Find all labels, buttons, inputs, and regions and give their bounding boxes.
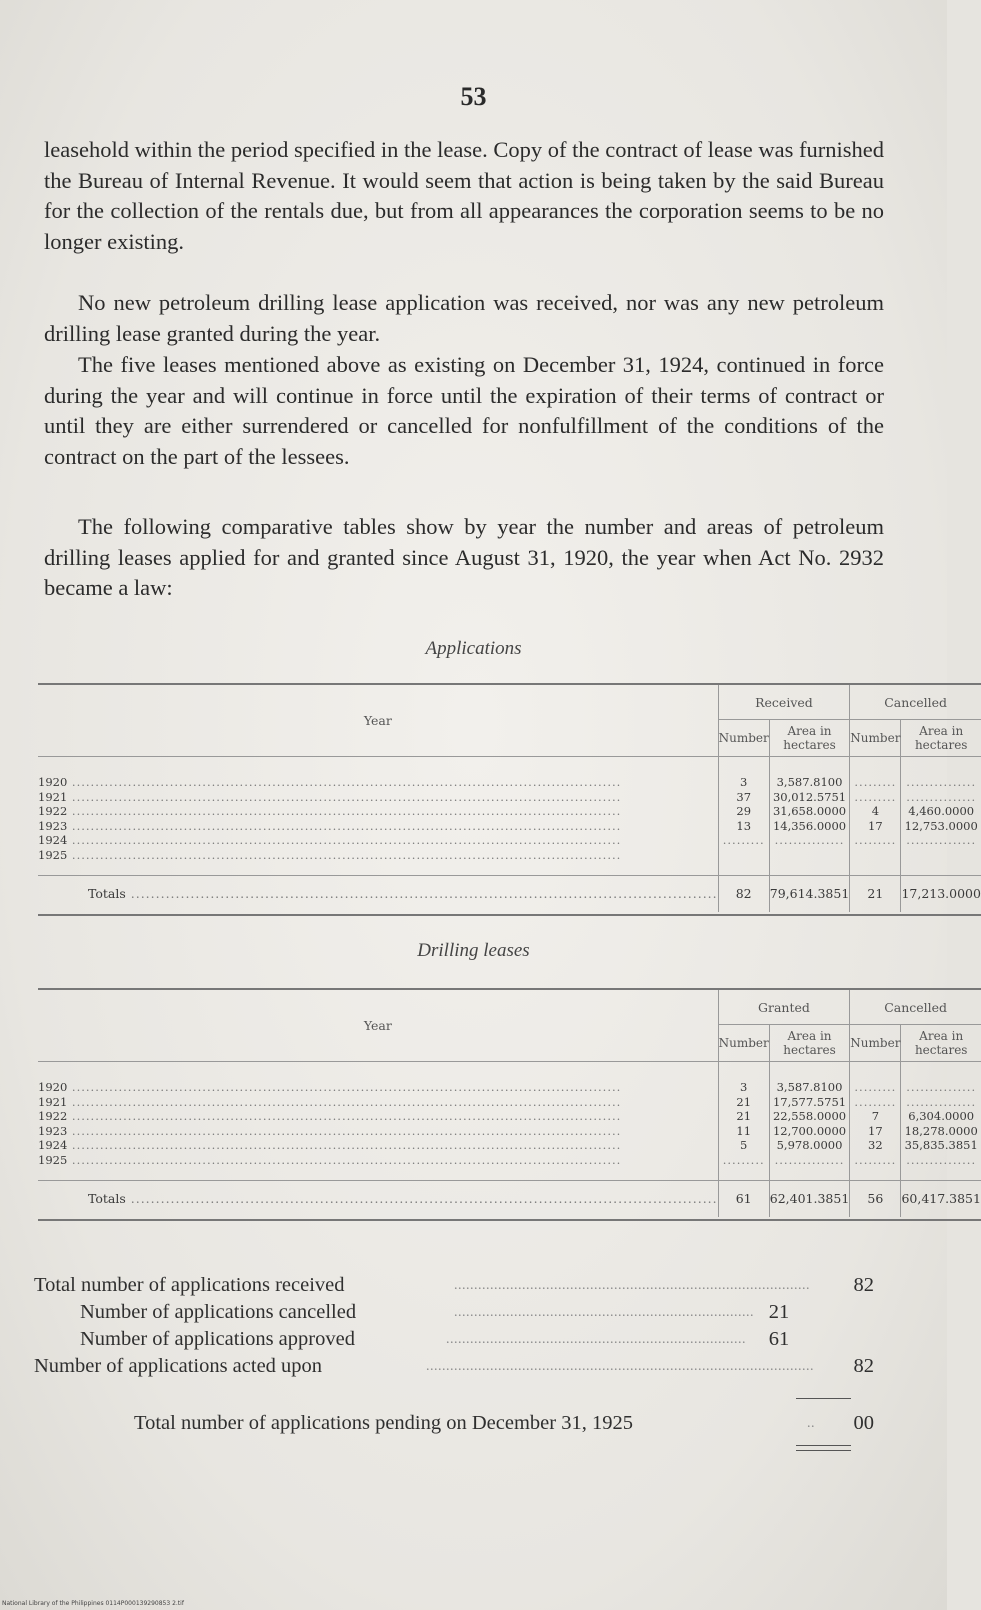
table-row: 1924 ..... — [38, 833, 718, 848]
table-row: 1920 ..... — [38, 1062, 718, 1095]
summary-block — [34, 1272, 874, 1380]
drilling-leases-caption: Drilling leases — [417, 940, 530, 961]
double-rule-bottom — [796, 1450, 851, 1451]
table-row: 1921 ..... — [38, 1095, 718, 1110]
table-row: 1922 ..... — [38, 804, 718, 819]
sum-rule — [796, 1398, 851, 1399]
paragraph-1: leasehold within the period specified in the lease. Copy of the contract of lease was furnished the Bureau of Internal Revenue. It would seem that action is being taken by the said Bureau for the collection of the rentals due, but from all appearances the corporation seems to be no longer existing. — [44, 137, 884, 254]
pending-block — [34, 1410, 874, 1437]
applications-caption: Applications — [425, 638, 522, 659]
summary-row-cancelled: Number of applications cancelled ........................................................................... 21 — [80, 1301, 790, 1323]
number-header: Number — [718, 1025, 769, 1062]
totals-row: Totals ..... — [38, 1180, 718, 1217]
granted-header: Granted — [718, 989, 850, 1025]
paragraph-4: The following comparative tables show by year the number and areas of petroleum drilling leases applied for and granted since August 31, 1920, the year when Act No. 2932 became a law: — [44, 514, 884, 600]
scan-footer: National Library of the Philippines 0114P000139290853 2.tif — [2, 1600, 184, 1607]
area-header: Area in hectares — [914, 724, 968, 752]
table-row: 1922 ..... — [38, 1109, 718, 1124]
cancelled-header: Cancelled — [850, 989, 981, 1025]
area-header: Area in hectares — [769, 1025, 850, 1062]
area-header: Area in hectares — [769, 720, 850, 757]
year-header: Year — [38, 684, 718, 757]
table-row: 1920 ..... — [38, 757, 718, 790]
cancelled-header: Cancelled — [850, 684, 981, 720]
paragraph-2: No new petroleum drilling lease application was received, nor was any new petroleum drilling lease granted during the year. — [44, 290, 884, 346]
table-row: 1925 ..... — [38, 1153, 718, 1180]
year-header: Year — [38, 989, 718, 1062]
received-header: Received — [718, 684, 850, 720]
drilling-leases-table: Year Granted Cancelled Number Area in hectares Number Area in hectares 1920 ..... 3 3,587.8100 ......... ............... 1921 ..... 21 17,577.5751 ......... ............... 1922 ..... 21 22,558.0000 7 6,304.0000 1923 ..... 11 12,700.0000 17 18,278.0000 1924 ..... 5 5,978.0000 32 35,835.3851 1925 ..... ......... ............... ......... ............... Totals ..... 61 62,401.3851 56 60,417.3851 — [38, 988, 886, 1221]
totals-row: Totals ..... — [38, 875, 718, 912]
table-row: 1923 ..... — [38, 819, 718, 834]
number-header: Number — [850, 1025, 901, 1062]
number-header: Number — [850, 720, 901, 757]
table-row: 1921 ..... — [38, 790, 718, 805]
number-header: Number — [718, 720, 769, 757]
table-row: 1923 ..... — [38, 1124, 718, 1139]
double-rule-top — [796, 1445, 851, 1446]
summary-row-acted-upon: Number of applications acted upon ................................................................................................. 82 — [34, 1355, 874, 1377]
summary-row-pending: Total number of applications pending on December 31, 1925 .. 00 — [134, 1412, 874, 1434]
table-row: 1925 ..... — [38, 848, 718, 875]
table-row: 1924 ..... — [38, 1138, 718, 1153]
applications-table: Year Received Cancelled Number Area in hectares Number Area in hectares 1920 ..... 3 3,587.8100 ......... ............... 1921 ..... 37 30,012.5751 ......... ............... 1922 ..... 29 31,658.0000 4 4,460.0000 1923 ..... 13 14,356.0000 17 12,753.0000 1924 ..... ......... ............... ......... ............... 1925 ..... Totals ..... 82 79,614.3851 21 17,213.0000 — [38, 683, 886, 916]
area-header: Area in hectares — [914, 1029, 968, 1057]
page-number: 53 — [460, 82, 487, 111]
paragraph-3: The five leases mentioned above as existing on December 31, 1924, continued in force during the year and will continue in force until the expiration of their terms of contract or until they are either surrendered or cancelled for nonfulfillment of the conditions of the contract on the part of the lessees. — [44, 352, 884, 469]
summary-row-approved: Number of applications approved ........................................................................... 61 — [80, 1328, 790, 1350]
summary-row-received: Total number of applications received ......................................................................................... 82 — [34, 1274, 874, 1296]
